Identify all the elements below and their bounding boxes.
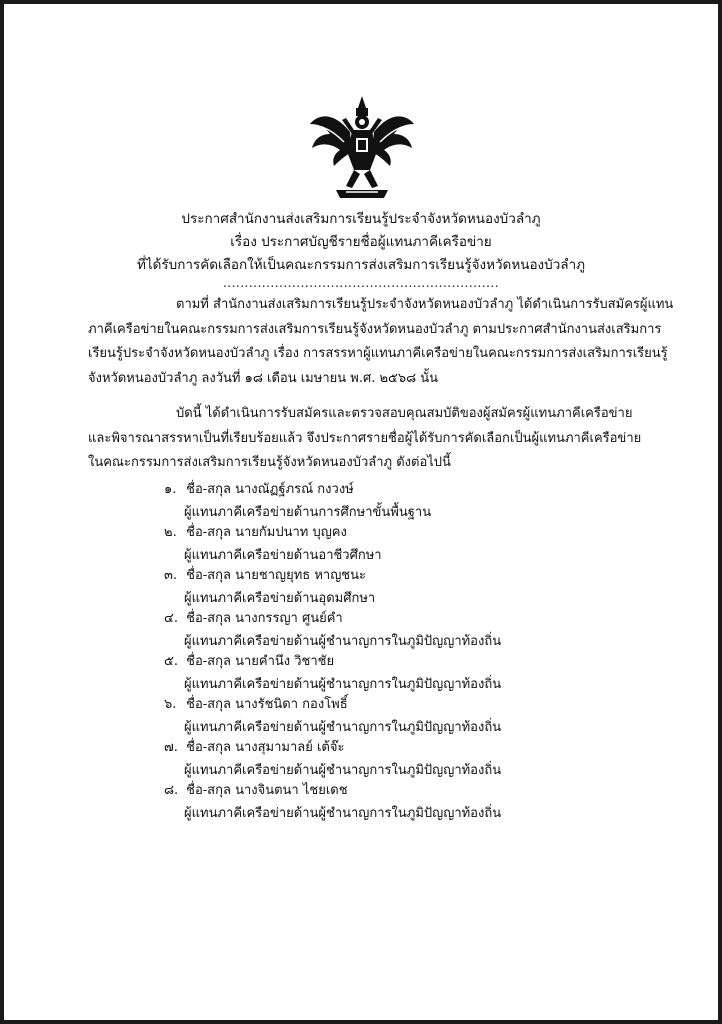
member-role: ผู้แทนภาคีเครือข่ายด้านผู้ชำนาญการในภูมิปัญญาท้องถิ่น <box>184 634 502 649</box>
paragraph-line: ตามที่ สำนักงานส่งเสริมการเรียนรู้ประจำจังหวัดหนองบัวลำภู ได้ดำเนินการรับสมัครผู้แทน <box>176 297 674 312</box>
paragraph-line: จังหวัดหนองบัวลำภู ลงวันที่ ๑๘ เดือน เมษายน พ.ศ. ๒๕๖๘ นั้น <box>88 370 439 386</box>
member-item <box>164 775 644 821</box>
paragraph-intro <box>88 293 674 391</box>
member-number: ๗. <box>164 740 178 755</box>
paragraph-line: และพิจารณาสรรหาเป็นที่เรียบร้อยแล้ว จึงประกาศรายชื่อผู้ได้รับการคัดเลือกเป็นผู้แทนภาคีเครือข่าย <box>88 430 642 446</box>
dotted-divider: ................................................................ <box>222 276 500 290</box>
announcement-subtitle: ที่ได้รับการคัดเลือกให้เป็นคณะกรรมการส่งเสริมการเรียนรู้จังหวัดหนองบัวลำภู <box>136 257 586 273</box>
member-name: ชื่อ-สกุล นางรัชนิดา กองโพธิ์ <box>186 697 348 712</box>
member-number: ๑. <box>164 482 177 497</box>
member-name: ชื่อ-สกุล นางสุมามาลย์ เต้จ๊ะ <box>186 740 345 755</box>
member-name: ชื่อ-สกุล นายชาญยุทธ หาญชนะ <box>186 568 366 583</box>
member-number: ๓. <box>164 568 178 583</box>
member-item <box>164 732 644 778</box>
member-list <box>164 474 644 821</box>
member-name: ชื่อ-สกุล นายคำนึง วิชาชัย <box>186 654 335 669</box>
paragraph-line: บัดนี้ ได้ดำเนินการรับสมัครและตรวจสอบคุณสมบัติของผู้สมัครผู้แทนภาคีเครือข่าย <box>176 406 633 421</box>
member-role: ผู้แทนภาคีเครือข่ายด้านผู้ชำนาญการในภูมิปัญญาท้องถิ่น <box>184 806 502 821</box>
member-name: ชื่อ-สกุล นางกรรญา ศูนย์คำ <box>186 611 343 626</box>
member-item <box>164 517 644 563</box>
member-role: ผู้แทนภาคีเครือข่ายด้านผู้ชำนาญการในภูมิปัญญาท้องถิ่น <box>184 677 502 692</box>
member-role: ผู้แทนภาคีเครือข่ายด้านอุดมศึกษา <box>184 591 376 606</box>
paragraph-line: ภาคีเครือข่ายในคณะกรรมการส่งเสริมการเรียนรู้จังหวัดหนองบัวลำภู ตามประกาศสำนักงานส่งเสริมการ <box>88 321 662 337</box>
paragraph-line: ในคณะกรรมการส่งเสริมการเรียนรู้จังหวัดหนองบัวลำภู ดังต่อไปนี้ <box>88 455 451 470</box>
member-item <box>164 474 644 520</box>
member-item <box>164 646 644 692</box>
member-number: ๔. <box>164 611 178 626</box>
member-number: ๕. <box>164 654 178 669</box>
announcement-subject: เรื่อง ประกาศบัญชีรายชื่อผู้แทนภาคีเครือข่าย <box>230 234 492 250</box>
member-number: ๒. <box>164 525 177 540</box>
paragraph-announcement <box>88 402 648 476</box>
member-role: ผู้แทนภาคีเครือข่ายด้านผู้ชำนาญการในภูมิปัญญาท้องถิ่น <box>184 763 502 778</box>
member-role: ผู้แทนภาคีเครือข่ายด้านอาชีวศึกษา <box>184 548 382 563</box>
member-role: ผู้แทนภาคีเครือข่ายด้านผู้ชำนาญการในภูมิปัญญาท้องถิ่น <box>184 720 502 735</box>
member-name: ชื่อ-สกุล นางจินตนา ไชยเดช <box>186 783 348 798</box>
member-item <box>164 689 644 735</box>
member-item <box>164 603 644 649</box>
member-role: ผู้แทนภาคีเครือข่ายด้านการศึกษาขั้นพื้นฐาน <box>184 505 432 520</box>
member-number: ๘. <box>164 783 179 798</box>
member-item <box>164 560 644 606</box>
member-name: ชื่อ-สกุล นายกัมปนาท บุญคง <box>186 525 347 540</box>
member-number: ๖. <box>164 697 177 712</box>
paragraph-line: เรียนรู้ประจำจังหวัดหนองบัวลำภู เรื่อง การสรรหาผู้แทนภาคีเครือข่ายในคณะกรรมการส่งเสริมการเรียนรู้ <box>88 346 668 361</box>
announcement-title: ประกาศสำนักงานส่งเสริมการเรียนรู้ประจำจังหวัดหนองบัวลำภู <box>181 211 541 227</box>
garuda-emblem-icon <box>306 94 418 204</box>
member-name: ชื่อ-สกุล นางณัฏฐ์ภรณ์ กงวงษ์ <box>186 482 354 497</box>
